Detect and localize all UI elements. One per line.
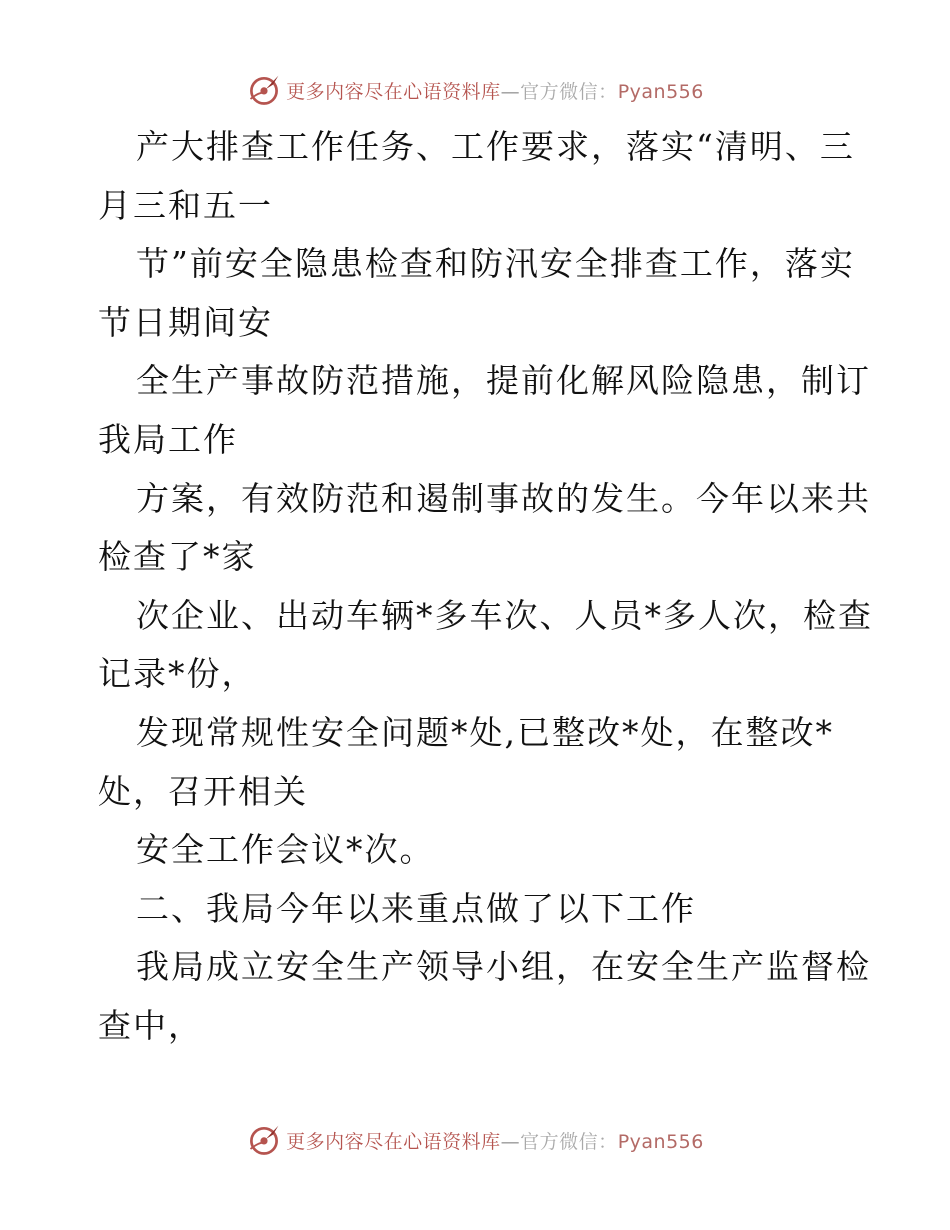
feather-pen-logo-icon [246,72,282,108]
text-line: 我局成立安全生产领导小组，在安全生产监督检 [136,947,871,987]
text-line: 方案，有效防范和遏制事故的发生。今年以来共 [136,478,871,518]
text-line: 处，召开相关 [98,771,308,811]
text-line: 节”前安全隐患检查和防汛安全排查工作，落实 [136,244,855,284]
watermark-wechat-label: 官方微信： [520,1130,618,1153]
text-line: 我局工作 [98,419,238,459]
watermark-wechat-label: 官方微信： [520,80,618,103]
watermark-text [286,77,704,104]
watermark-wechat-id: Pyan556 [617,1130,704,1153]
text-line: 二、我局今年以来重点做了以下工作 [136,888,696,928]
watermark-dash: — [500,1130,521,1153]
text-line: 检查了*家 [98,537,257,577]
text-line: 产大排查工作任务、工作要求，落实“清明、三 [136,127,855,166]
watermark-brand: 更多内容尽在心语资料库 [286,1130,501,1153]
watermark-text [286,1127,704,1154]
text-line: 安全工作会议*次。 [136,830,435,870]
text-line: 全生产事故防范措施，提前化解风险隐患，制订 [136,361,871,401]
text-line: 记录*份， [98,654,257,694]
watermark-dash: — [500,80,521,103]
text-line: 次企业、出动车辆*多车次、人员*多人次，检查 [136,595,873,635]
watermark-wechat-id: Pyan556 [617,80,704,103]
document-body [98,118,873,1056]
text-line: 发现常规性安全问题*处,已整改*处，在整改* [136,712,834,752]
text-line: 节日期间安 [98,302,273,342]
text-line: 查中， [98,1005,203,1045]
footer-watermark [0,1120,950,1160]
feather-pen-logo-icon [246,1122,282,1158]
header-watermark [0,70,950,110]
watermark-brand: 更多内容尽在心语资料库 [286,80,501,103]
text-line: 月三和五一 [98,185,273,225]
